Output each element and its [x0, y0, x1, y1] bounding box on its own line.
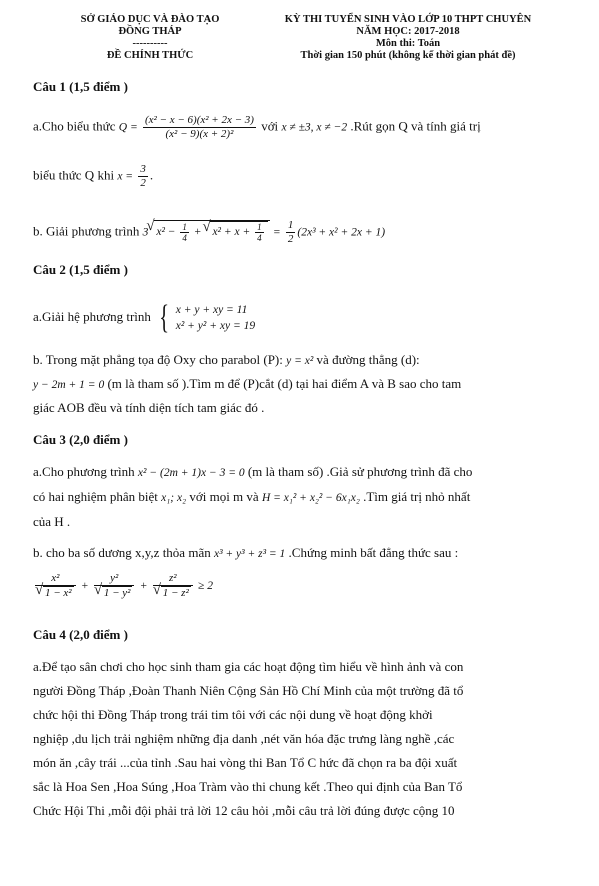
- system-eq1: x + y + xy = 11: [175, 304, 248, 316]
- term-x: [35, 572, 76, 600]
- q3-a-prefix: a.Cho phương trình: [33, 464, 135, 479]
- q2-b-line2-suffix: (m là tham số ).Tìm m để (P)cắt (d) tại hai điểm A và B sao cho tam: [107, 376, 462, 391]
- b-inner2: x² + x +: [212, 226, 251, 239]
- term-z: [153, 572, 193, 600]
- q1-a-line2-text: biểu thức Q khi: [33, 167, 115, 183]
- inequality: [33, 572, 213, 600]
- q1-title: Câu 1 (1,5 điểm ): [33, 79, 128, 94]
- q3-a-line2-prefix: có hai nghiệm phân biệt: [33, 489, 158, 504]
- term-y-sqrt: √ 1 − y²: [102, 586, 133, 600]
- q2-a-line: [33, 299, 256, 336]
- h-expression: H = x₁² + x₂² − 6x₁x₂: [261, 492, 360, 504]
- line-d-eq: y − 2m + 1 = 0: [33, 379, 105, 391]
- q2-b-line3: giác AOB đều và tính diện tích tam giác đó .: [33, 400, 265, 415]
- term-x-den: [35, 586, 76, 600]
- q1-a-prefix: a.Cho biểu thức: [33, 118, 116, 134]
- q2-b-line1: [33, 352, 420, 369]
- half-den: 2: [287, 233, 294, 245]
- q3-a-line2-mid: với mọi m và: [189, 489, 259, 504]
- fraction-one-fourth-b: [255, 222, 264, 243]
- term-x-sqrt: √ 1 − x²: [43, 586, 74, 600]
- system-brace: {: [159, 299, 170, 336]
- header-right: [238, 14, 578, 62]
- q3-b-suffix: .Chứng minh bất đẳng thức sau :: [288, 545, 459, 560]
- half-num: 1: [287, 219, 294, 231]
- x-value-num: 3: [140, 163, 146, 175]
- geq-two: ≥ 2: [198, 579, 213, 592]
- b-rhs: (2x³ + x² + 2x + 1): [297, 226, 386, 239]
- subject: Môn thi: Toán: [375, 38, 441, 49]
- q3-equation: x² − (2m + 1)x − 3 = 0: [137, 467, 245, 479]
- official-label: ĐỀ CHÍNH THỨC: [106, 50, 194, 61]
- q4-line: nghiệp ,du lịch trải nghiệm những địa danh ,nét văn hóa đặc trưng làng nghề ,các: [33, 731, 455, 746]
- x-value-fraction: [138, 163, 148, 190]
- q2-b-line1-mid: và đường thẳng (d):: [316, 352, 420, 367]
- q-variable: Q =: [118, 121, 138, 134]
- q3-title: Câu 3 (2,0 điểm ): [33, 432, 128, 447]
- term-z-num: z²: [153, 572, 193, 586]
- q4-title: Câu 4 (2,0 điểm ): [33, 627, 128, 642]
- inner-sqrt: [210, 221, 267, 243]
- q-condition: x ≠ ±3, x ≠ −2: [281, 121, 348, 134]
- f2-den: 4: [257, 233, 262, 244]
- q-numerator: (x² − x − 6)(x² + 2x − 3): [144, 114, 254, 126]
- q3-b-line1: [33, 545, 458, 562]
- q-denominator: (x² − 9)(x + 2)²: [165, 128, 234, 140]
- header-left: [50, 14, 250, 62]
- q3-a-suffix: (m là tham số) .Giả sử phương trình đã cho: [247, 464, 473, 479]
- system-eq2: x² + y² + xy = 19: [175, 320, 256, 332]
- roots-expr: x₁; x₂: [161, 492, 187, 504]
- x-value-den: 2: [140, 177, 146, 189]
- q3-b-prefix: b. cho ba số dương x,y,z thỏa mãn: [33, 545, 211, 560]
- f2-num: 1: [257, 222, 262, 233]
- term-y-den: [94, 586, 135, 600]
- exam-title: KỲ THI TUYỂN SINH VÀO LỚP 10 THPT CHUYÊN: [284, 14, 532, 25]
- f1-num: 1: [182, 222, 187, 233]
- q1-a-suffix: .Rút gọn Q và tính giá trị: [350, 118, 481, 134]
- time-limit: Thời gian 150 phút (không kể thời gian phát đề): [300, 50, 516, 61]
- q2-a-prefix: a.Giải hệ phương trình: [33, 308, 151, 324]
- q4-line: a.Để tạo sân chơi cho học sinh tham gia các hoạt động tìm hiểu về hình ảnh và con: [33, 659, 464, 674]
- q3-a-line1: [33, 464, 472, 481]
- header-dashes: ----------: [132, 38, 168, 49]
- q1-a-line1: [33, 114, 481, 141]
- term-x-num: x²: [35, 572, 76, 586]
- plus-1: +: [80, 579, 89, 592]
- q-fraction: [143, 114, 256, 141]
- plus-2: +: [139, 579, 148, 592]
- cube-condition: x³ + y³ + z³ = 1: [213, 548, 286, 560]
- outer-sqrt: [154, 220, 269, 243]
- q4-line: người Đồng Tháp ,Đoàn Thanh Niên Cộng Sản Hồ Chí Minh của một trường đã tổ: [33, 683, 464, 698]
- term-y: [94, 572, 135, 600]
- q1-b-prefix: b. Giải phương trình: [33, 223, 140, 239]
- q1-b-line: [33, 219, 385, 246]
- half-fraction: [286, 219, 296, 246]
- x-equals: x =: [117, 170, 134, 183]
- q3-a-line2: [33, 489, 470, 506]
- school-year: NĂM HỌC: 2017-2018: [356, 26, 460, 37]
- q4-line: Chức Hội Thi ,mỗi đội phải trả lời 12 câu hỏi ,mỗi câu trả lời đúng được cộng 10: [33, 803, 455, 818]
- q4-line: chức hội thi Đồng Tháp trong trái tim tôi với các nội dung về hoạt động khởi: [33, 707, 433, 722]
- parabola-eq: y = x²: [286, 355, 314, 367]
- q2-b-line2: [33, 376, 461, 393]
- q1-a-line2: biểu thức Q khi x = $\frac{3}{2}$ .: [33, 163, 154, 189]
- b-coefficient: 3: [142, 226, 149, 239]
- term-z-den: [153, 586, 193, 600]
- q3-a-line3: của H .: [33, 514, 71, 529]
- dept-name: SỞ GIÁO DỤC VÀ ĐÀO TẠO: [80, 14, 220, 25]
- q3-a-line2-suffix: .Tìm giá trị nhỏ nhất: [363, 489, 471, 504]
- term-z-sqrt: √ 1 − z²: [161, 586, 191, 600]
- province-name: ĐỒNG THÁP: [118, 26, 182, 37]
- f1-den: 4: [182, 233, 187, 244]
- q4-line: món ăn ,cây trái ...của tỉnh .Sau hai vòng thi Ban Tổ C hức đã chọn ra ba đội xuất: [33, 755, 458, 770]
- q2-b-line1-text: b. Trong mặt phẳng tọa độ Oxy cho parabol (P):: [33, 352, 283, 367]
- b-inner1: x² −: [156, 226, 176, 239]
- q4-line: sắc là Hoa Sen ,Hoa Súng ,Hoa Tràm vào thi chung kết .Theo qui định của Ban Tổ: [33, 779, 463, 794]
- equation-system: [176, 302, 255, 334]
- q1-a-cond-prefix: với: [261, 118, 279, 134]
- b-inner-plus: +: [193, 226, 202, 239]
- b-equals: =: [272, 226, 281, 239]
- term-y-num: y²: [94, 572, 135, 586]
- fraction-one-fourth-a: [180, 222, 189, 243]
- q2-title: Câu 2 (1,5 điểm ): [33, 262, 128, 277]
